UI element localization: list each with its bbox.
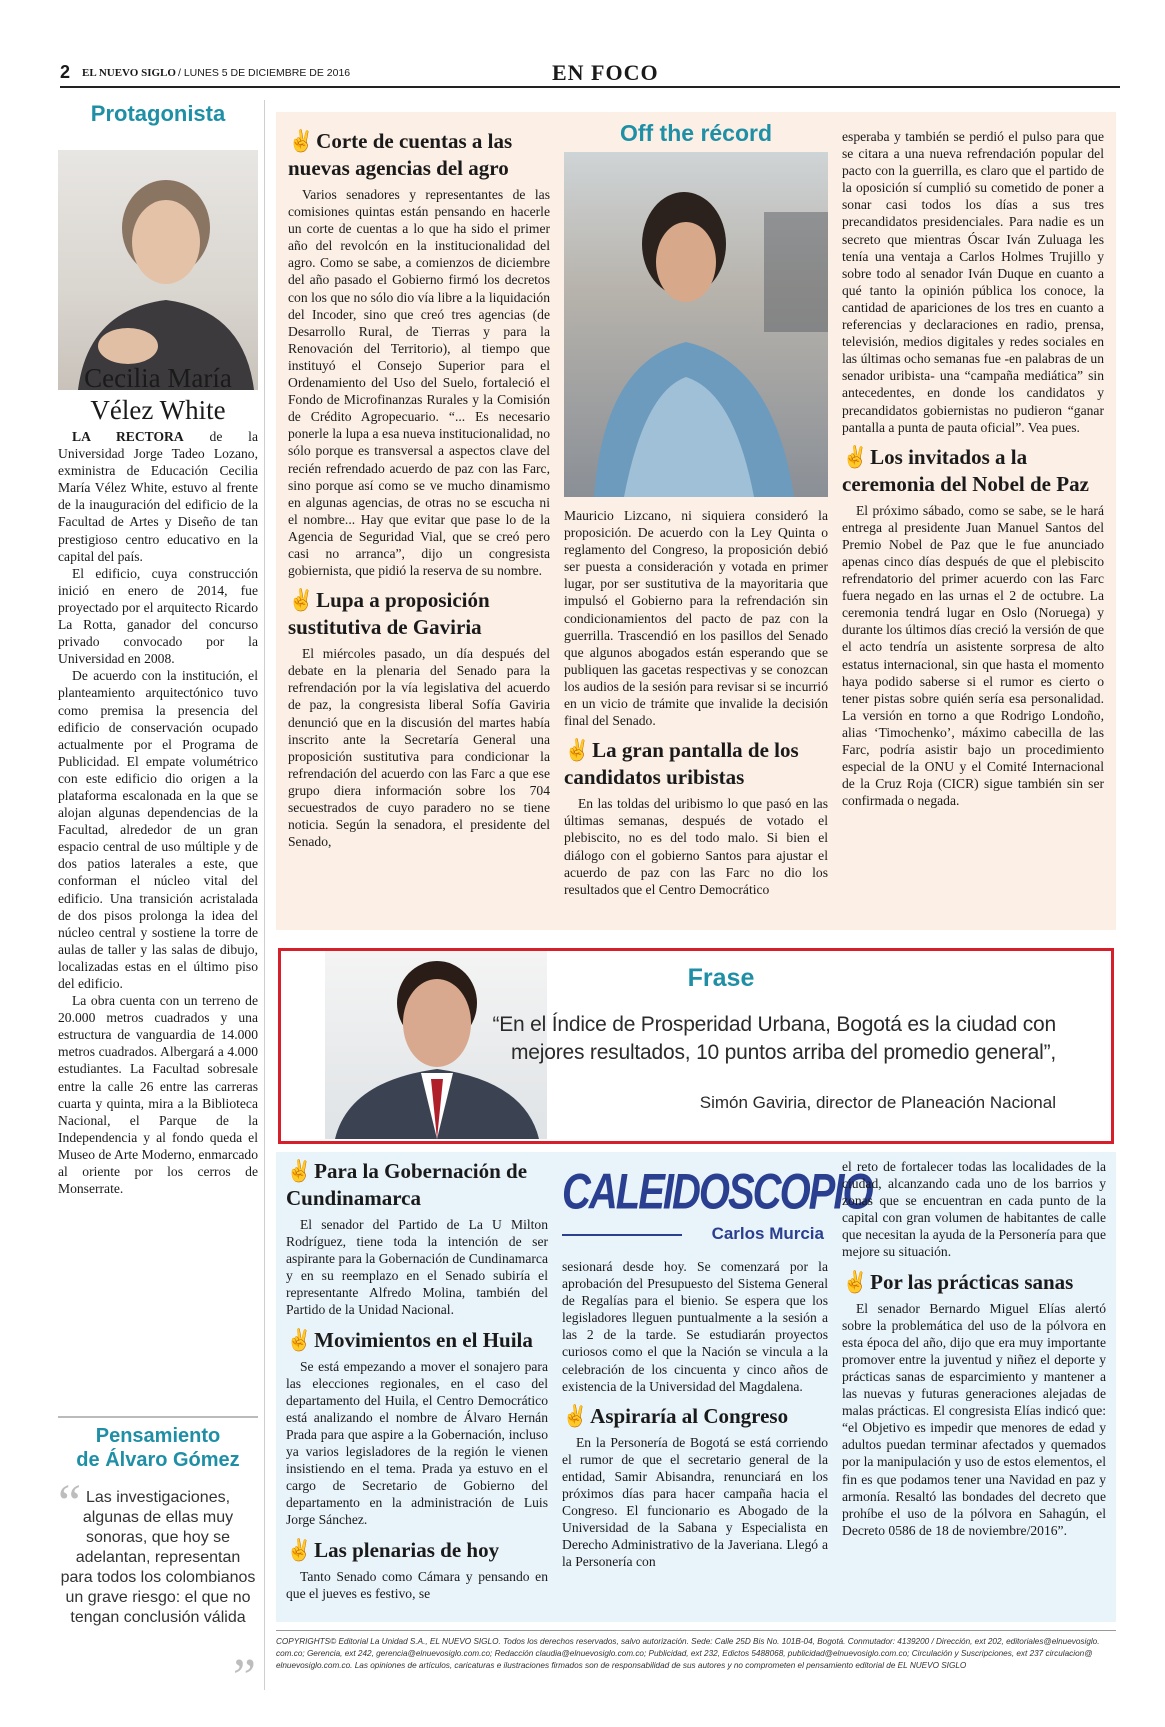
protagonista-body (58, 428, 258, 1197)
off-record-col1-p2: El miércoles pasado, un día después del debate en la plenaria del Senado para la refrendación por la vía legislativa del acuerdo de paz, la congresista liberal Sofía Gaviria denunció que en la discusión del martes había inscrito ante la Secretaría General una proposición sustitutiva para condicionar la refrendación del acuerdo con las Farc a que ese grupo diera información sobre los 704 secuestrados de cuyo paradero no se tiene noticia. Según la senadora, el presidente del Senado, (288, 646, 550, 850)
protagonista-title: Protagonista (90, 101, 226, 126)
protagonista-name (58, 362, 258, 426)
footer-rule (276, 1630, 1116, 1631)
protagonista-para4: La obra cuenta con un terreno de 20.000 metros cuadrados y una estructura de vanguardia de 14.000 metros cuadrados. Albergará a 4.000 estudiantes. La Facultad sobresale entre la calle 26 entre las carreras cuarta y quinta, mira a la Biblioteca Nacional, el Parque de la Independencia y al fondo queda el Museo de Arte Moderno, enmarcado al oriente por los cerros de Monserrate. (58, 993, 258, 1197)
protagonista-lead: LA RECTORA (72, 429, 184, 444)
column-divider (264, 100, 265, 1690)
quote-close-icon: ” (232, 1649, 256, 1706)
caleidoscopio-logo-rule (562, 1234, 682, 1236)
pensamiento-divider (58, 1416, 258, 1418)
caleidoscopio-col1 (286, 1158, 548, 1602)
caleidoscopio-logo: CALEIDOSCOPIO (562, 1164, 872, 1220)
protagonista-photo (58, 150, 258, 390)
caleidoscopio-headline-4: ✌Aspiraría al Congreso (562, 1403, 789, 1428)
caleidoscopio-headline-1: ✌Para la Gobernación de Cundinamarca (286, 1159, 528, 1210)
caleidoscopio-col3 (842, 1158, 1106, 1539)
pensamiento-title-line1: Pensamiento (95, 1425, 221, 1447)
protagonista-para2: El edificio, cuya construcción inició en enero de 2014, fue proyectado por el arquitecto Ricardo La Rotta, ganador del concurso privado convocado por la Universidad en 2008. (58, 565, 258, 667)
quote-open-icon: “ (58, 1475, 82, 1532)
off-record-col2 (564, 112, 828, 898)
victory-hand-icon: ✌ (288, 588, 315, 613)
portrait-woman-icon (564, 152, 828, 497)
header-rule (60, 86, 1120, 88)
off-record-col2-p1: Mauricio Lizcano, ni siquiera consideró la proposición. De acuerdo con la Ley Quinta o reglamento del Congreso, la proposición debió ser puesta a consideración y votada en primer lugar, por ser sustitutiva de la mayoritaria que impulsó el Gobierno para la refrendación sin condicionamientos del pacto de paz con la guerrilla. Trascendió en los pasillos del Senado que algunos abogados están esperando que se publiquen las gacetas respectivas y se conozcan los audios de la sesión para revisar si se incurrió en un vicio de trámite que invalide la decisión final del Senado. (564, 508, 828, 729)
protagonista-para1: de la Universidad Jorge Tadeo Lozano, exministra de Educación Cecilia María Vélez White, estuvo al frente de la inauguración del edificio de la Facultad de Artes y Diseño de tan prestigioso centro educativo en la capital del país. (58, 429, 258, 564)
caleidoscopio-col1-p2: Se está empezando a mover el sonajero para las elecciones regionales, en el caso del departamento del Huila, el Centro Democrático está analizando el nombre de Álvaro Hernán Prada para que aspire a la Gobernación, incluso ya varios legisladores de la región le vienen insistiendo en el tema. Prada ya estuvo en el cargo de Secretario de Gobierno del departamento en la administración de Luis Jorge Sánchez. (286, 1358, 548, 1528)
victory-hand-icon: ✌ (562, 1403, 589, 1428)
caleidoscopio-col3-p1: el reto de fortalecer todas las localidades de la ciudad, alcanzando cada uno de los barrios y zonas que se encuentran en cada punto de la capital con gran volumen de habitantes de calle que necesitan la ayuda de la Personería para que mejore su situación. (842, 1159, 1106, 1260)
pensamiento-box (58, 1424, 258, 1706)
footer-copyright (276, 1636, 1116, 1672)
caleidoscopio-col1-p1: El senador del Partido de La U Milton Rodríguez, tiene toda la intención de ser aspirante para la Gobernación de Cundinamarca y en su reemplazo en el Senado subiría el representante Alfredo Molina, también del Partido de la Unidad Nacional. (286, 1217, 548, 1318)
off-record-col3-p2: El próximo sábado, como se sabe, se le hará entrega al presidente Juan Manuel Santos del Premio Nobel de Paz que le fue anunciado apenas cinco días después de que el plebiscito refrendatorio del primer acuerdo con las Farc fuera negado en las urnas el 2 de octubre. La ceremonia tendrá lugar en Oslo (Noruega) y durante los últimos días creció la versión de que el acto tendría un asistente sorpresa de alto estatus internacional, sin que hasta el momento haya podido saberse si el rumor es cierto o tener pistas sobre quién sería esa personalidad. La versión en torno a que Rodrigo Londoño, alias ‘Timochenko’, máximo cabecilla de las Farc, podría asistir bajo un procedimiento especial de la ONU y el Comité Internacional de la Cruz Roja (CICR) sigue también sin ser confirmada o negada. (842, 502, 1104, 809)
off-record-col3 (842, 128, 1104, 809)
protagonista-para3: De acuerdo con la institución, el planteamiento arquitectónico tuvo como premisa la presencia del edificio de conservación ocupado actualmente por el Programa de Publicidad. El empate volumétrico con este edificio dio origen a la plataforma escalonada en la que se alojan algunas dependencias de la Facultad, alrededor de un gran espacio central de uso múltiple y de dos patios laterales a este, que conforman el núcleo vital del edificio. Una transición acristalada de dos pisos prolonga la idea del núcleo central y sostiene la torre de aulas de taller y las salas de dibujo, localizadas estas en el último piso del edificio. (58, 668, 258, 991)
caleidoscopio-author: Carlos Murcia (711, 1224, 824, 1243)
off-record-headline-3: ✌La gran pantalla de los candidatos uribistas (564, 738, 799, 790)
victory-hand-icon: ✌ (286, 1159, 313, 1183)
off-record-photo (564, 152, 828, 497)
footer-line-3: elnuevosiglo.com.co. Las opiniones de artículos, caricaturas e ilustraciones firmados son de responsabilidad de sus autores y no comprometen el pensamiento editorial de EL NUEVO SIGLO (276, 1661, 967, 1670)
caleidoscopio-col2-p2: En la Personería de Bogotá se está corriendo el rumor de que el secretario general de la entidad, Samir Abisandra, renunciará en los próximos días para hacer campaña hacia el Congreso. El funcionario es Abogado de la Universidad de la Sabana y Especialista en Derecho Administrativo de la Javeriana. Llegó a la Personería con (562, 1434, 828, 1570)
off-record-col1-p1: Varios senadores y representantes de las comisiones quintas están pensando en hacerle un corte de cuentas a lo que ha sido el primer año del revolcón en la institucionalidad del agro. Como se sabe, a comienzos de diciembre del año pasado el Gobierno firmó los decretos con los que no sólo dio vía libre a la liquidación del Incoder, sino que creó tres agencias (de Desarrollo Rural, de Tierras y para la Renovación del Territorio), al tiempo que instituyó el Consejo Superior para el Ordenamiento del Uso del Suelo, fortaleció el Fondo de Microfinanzas Rurales y la Comisión de Crédito Agropecuario. “... Es necesario ponerle la lupa a esa nueva institucionalidad, no sólo porque es transversal a aspectos clave del recién refrendado acuerdo de paz con las Farc, sino porque así como se ve mucho dinamismo en algunas agencias, de otras no se escucha ni el nombre... Hay que evitar que pase lo de la Agencia de Seguridad Vial, que se creó pero casi no arranca”, dijo un congresista gobiernista, que pidió la reserva de su nombre. (288, 187, 550, 579)
frase-quote-line1: “En el Índice de Prosperidad Urbana, Bogotá es la ciudad con (492, 1013, 1056, 1036)
victory-hand-icon: ✌ (842, 444, 869, 469)
portrait-woman-icon (58, 150, 258, 390)
off-record-col3-p1: esperaba y también se perdió el pulso para que se citara a una nueva refrendación popular del pacto con la guerrilla, es claro que el partido de la oposición sí cumplió su cometido de poner a sonar casi todos los días a sus tres precandidatos presidenciales. Para nadie es un secreto que mientras Óscar Iván Zuluaga les tenía una ventaja a Carlos Holmes Trujillo y sobre todo al senador Iván Duque en cuanto a qué tanto la opinión pública los conoce, la cantidad de apariciones de los tres en cuanto a referencias y declaraciones en radio, prensa, televisión, medios digitales y redes sociales en las últimas ocho semanas fue -en palabras de un senador uribista- una “campaña mediática” sin antecedentes, en donde los candidatos y precandidatos gobiernistas no pudieron “ganar pantalla a punta de pauta oficial”. Vea pues. (842, 129, 1104, 435)
frase-quote (492, 1011, 1056, 1067)
victory-hand-icon: ✌ (564, 738, 591, 763)
victory-hand-icon: ✌ (286, 1327, 313, 1352)
paper-name: EL NUEVO SIGLO (82, 67, 176, 79)
footer-line-1: COPYRIGHTS© Editorial La Unidad S.A., EL NUEVO SIGLO. Todos los derechos reservados, salvo autorización. Sede: Calle 25D Bis No. 101B-04, Bogotá. Conmutador: 4139200 / Dirección, ext 202, editoriales@elnuevosiglo. (276, 1637, 1100, 1646)
off-record-headline-4: ✌Los invitados a la ceremonia del Nobel de Paz (842, 444, 1089, 496)
protagonista-name-line2: Vélez White (90, 395, 226, 425)
off-record-title: Off the récord (619, 120, 773, 146)
caleidoscopio-col3-p2: El senador Bernardo Miguel Elías alertó sobre la problemática del uso de la pólvora en esta época del año, dijo que era muy importante promover entre la juventud y niñez el deporte y prácticas sanas de esparcimiento y mantener a las nuevas y futuras generaciones alejadas de malas prácticas. El congresista Elías indicó que: “el Objetivo es impedir que menores de edad y adultos puedan terminar afectados y quemados por la manipulación y uso de estos elementos, el fin es que podamos tener una Navidad en paz y armonía. Resaltó las bondades del decreto que prohíbe el uso de la pólvora en Sahagún, el Decreto 0586 de 18 de noviembre/2016”. (842, 1300, 1106, 1538)
protagonista-name-line1: Cecilia María (84, 363, 232, 393)
frase-quote-line2: mejores resultados, 10 puntos arriba del promedio general”, (510, 1041, 1056, 1064)
off-record-headline-2: ✌Lupa a proposición sustitutiva de Gaviria (288, 588, 490, 640)
off-record-col2-p2: En las toldas del uribismo lo que pasó en las últimas semanas, después de votado el plebiscito, no es del todo malo. Si bien el diálogo con el gobierno Santos para ajustar el acuerdo de paz con las Farc no dio los resultados que el Centro Democrático (564, 796, 828, 897)
page-header (60, 60, 1120, 86)
footer-line-2: com.co; Gerencia, ext 242, gerencia@elnuevosiglo.com.co; Redacción claudia@elnuevosiglo.com.co; Publicidad, ext 232, Edictos 5488068, publicidad@elnuevosiglo.com.co; Circulación y Suscripciones, ext 237 circulacion@ (276, 1649, 1093, 1658)
caleidoscopio-headline-3: ✌Las plenarias de hoy (286, 1537, 500, 1562)
pensamiento-title-line2: de Álvaro Gómez (76, 1449, 240, 1471)
off-record-col1 (288, 128, 550, 850)
off-record-headline-1: ✌Corte de cuentas a las nuevas agencias del agro (288, 129, 513, 180)
frase-box (278, 948, 1114, 1144)
caleidoscopio-headline-5: ✌Por las prácticas sanas (842, 1269, 1074, 1294)
caleidoscopio-col2-p1: sesionará desde hoy. Se comenzará por la aprobación del Presupuesto del Sistema General de Regalías para el bienio. Se espera que los legisladores lleguen puntualmente a la sesión a las 2 de la tarde. Se estudiarán proyectos curiosos como el que la Nación se vincula a la celebración de los cincuenta y cinco años de existencia de la Universidad del Magdalena. (562, 1259, 828, 1394)
victory-hand-icon: ✌ (842, 1269, 869, 1294)
frase-attribution: Simón Gaviria, director de Planeación Nacional (699, 1093, 1056, 1112)
pensamiento-title (58, 1424, 258, 1472)
caleidoscopio-col1-p3: Tanto Senado como Cámara y pensando en que el jueves es festivo, se (286, 1568, 548, 1601)
section-title: EN FOCO (552, 60, 659, 85)
caleidoscopio-headline-2: ✌Movimientos en el Huila (286, 1327, 533, 1352)
victory-hand-icon: ✌ (286, 1537, 313, 1562)
caleidoscopio-col2 (562, 1158, 872, 1571)
frase-title: Frase (687, 964, 755, 992)
date-line: / LUNES 5 DE DICIEMBRE DE 2016 (178, 67, 351, 79)
caleidoscopio-section (276, 1152, 1116, 1622)
caleidoscopio-logo-block (562, 1158, 872, 1258)
victory-hand-icon: ✌ (288, 129, 315, 153)
pensamiento-quote: Las investigaciones, algunas de ellas muy sonoras, que hoy se adelantan, representan para todos los colombianos un grave riesgo: el que no tengan conclusión válida (60, 1489, 256, 1626)
page-number: 2 (60, 62, 71, 82)
off-record-section (276, 112, 1116, 930)
